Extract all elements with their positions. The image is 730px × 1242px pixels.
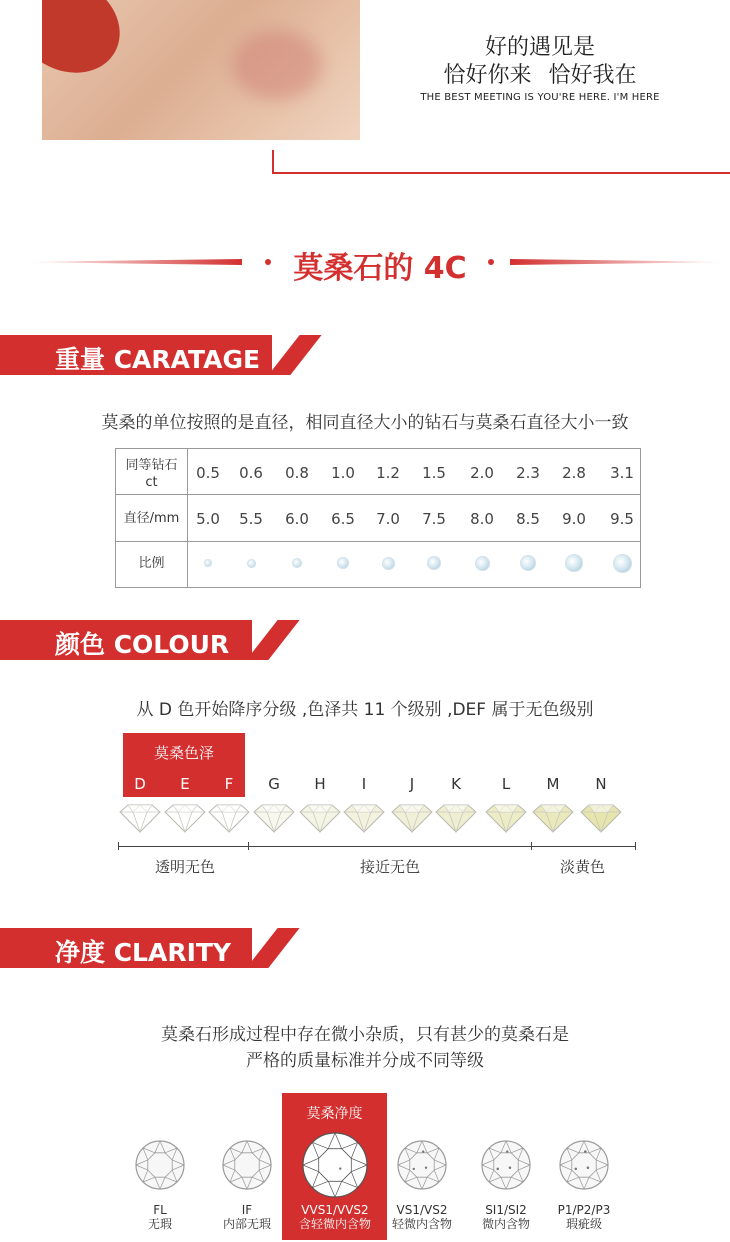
moissanite-colour-label: 莫桑色泽: [153, 744, 214, 762]
mm-value: 6.0: [285, 510, 309, 528]
title-rule-left: [28, 259, 242, 265]
diamond-size-icon: [613, 554, 632, 573]
ct-value: 2.8: [562, 464, 586, 482]
banner-weight: [0, 335, 330, 375]
diamond-icon: [579, 802, 623, 834]
banner-clarity-label: 净度 CLARITY: [55, 938, 232, 967]
diamond-size-icon: [204, 559, 212, 567]
colour-grade-g: G: [268, 775, 280, 793]
mm-value: 9.5: [610, 510, 634, 528]
hero-photo: [42, 0, 360, 140]
scale-tick: [531, 842, 532, 850]
clarity-diamond-icon: [480, 1139, 532, 1191]
hero-headline-1: 好的遇见是: [484, 35, 595, 60]
row-header-ratio: 比例: [138, 556, 165, 571]
ct-value: 2.3: [516, 464, 540, 482]
section-main-title: 莫桑石的 4C: [293, 251, 467, 286]
clarity-diamond-icon: [558, 1139, 610, 1191]
row-header-mm: 直径/mm: [123, 511, 180, 526]
colour-grade-i: I: [361, 775, 367, 793]
clarity-grade-label: VVS1/VVS2 含轻微内含物: [298, 1203, 371, 1231]
clarity-description-2: 严格的质量标准并分成不同等级: [246, 1051, 484, 1071]
weight-description: 莫桑的单位按照的是直径，相同直径大小的钻石与莫桑石直径大小一致: [101, 413, 629, 433]
colour-grade-f: F: [224, 775, 234, 793]
scale-tick: [248, 842, 249, 850]
clarity-grade-label: IF 内部无瑕: [222, 1203, 271, 1231]
colour-grade-j: J: [409, 775, 415, 793]
ct-value: 1.2: [376, 464, 400, 482]
diamond-icon: [342, 802, 386, 834]
colour-grade-l: L: [501, 775, 511, 793]
clarity-diamond-icon: [221, 1139, 273, 1191]
diamond-icon: [207, 802, 251, 834]
mm-value: 5.5: [239, 510, 263, 528]
mm-value: 6.5: [331, 510, 355, 528]
ct-value: 2.0: [470, 464, 494, 482]
diamond-size-icon: [247, 559, 256, 568]
weight-table: [115, 448, 641, 588]
diamond-size-icon: [382, 557, 395, 570]
title-rule-right: [510, 259, 724, 265]
diamond-icon: [484, 802, 528, 834]
banner-colour-label: 颜色 COLOUR: [55, 630, 230, 659]
diamond-icon: [163, 802, 207, 834]
diamond-icon: [118, 802, 162, 834]
diamond-size-icon: [475, 556, 490, 571]
range-label-near-colourless: 接近无色: [359, 858, 420, 876]
diamond-size-icon: [337, 557, 349, 569]
diamond-size-icon: [520, 555, 536, 571]
clarity-grade-label: P1/P2/P3 瑕疵级: [557, 1203, 611, 1231]
colour-grade-h: H: [314, 775, 326, 793]
mm-value: 7.5: [422, 510, 446, 528]
mm-value: 9.0: [562, 510, 586, 528]
clarity-diamond-icon: [134, 1139, 186, 1191]
moissanite-clarity-label: 莫桑净度: [306, 1106, 363, 1122]
hero-frame-line: [272, 172, 730, 174]
mm-value: 8.5: [516, 510, 540, 528]
range-label-colourless: 透明无色: [154, 858, 215, 876]
banner-weight-label: 重量 CARATAGE: [55, 345, 261, 374]
colour-grade-e: E: [180, 775, 190, 793]
clarity-description-1: 莫桑石形成过程中存在微小杂质，只有甚少的莫桑石是: [161, 1025, 569, 1045]
mm-value: 5.0: [196, 510, 220, 528]
colour-scale-line: [118, 846, 636, 847]
ct-value: 0.5: [196, 464, 220, 482]
colour-description: 从 D 色开始降序分级 ,色泽共 11 个级别 ,DEF 属于无色级别: [136, 700, 594, 720]
clarity-grade-label: FL 无瑕: [147, 1203, 172, 1231]
ct-value: 0.8: [285, 464, 309, 482]
colour-grade-m: M: [546, 775, 560, 793]
diamond-icon: [390, 802, 434, 834]
colour-grade-k: K: [451, 775, 461, 793]
row-header-ct: 同等钻石 ct: [125, 458, 178, 490]
mm-value: 7.0: [376, 510, 400, 528]
clarity-grade-label: VS1/VS2 轻微内含物: [391, 1203, 452, 1231]
banner-colour: [0, 620, 300, 660]
clarity-diamond-icon: [396, 1139, 448, 1191]
ct-value: 1.5: [422, 464, 446, 482]
diamond-icon: [252, 802, 296, 834]
mm-value: 8.0: [470, 510, 494, 528]
diamond-size-icon: [292, 558, 302, 568]
diamond-size-icon: [427, 556, 441, 570]
range-label-light-yellow: 淡黄色: [559, 858, 605, 876]
scale-tick: [118, 842, 119, 850]
hero-headline-2: 恰好你来 恰好我在: [443, 63, 637, 88]
clarity-diamond-icon: [301, 1131, 369, 1199]
diamond-size-icon: [565, 554, 583, 572]
colour-grade-n: N: [595, 775, 607, 793]
title-dot: [265, 259, 271, 265]
colour-grade-d: D: [134, 775, 146, 793]
title-dot: [488, 259, 494, 265]
hero-frame-line: [272, 150, 274, 174]
diamond-icon: [298, 802, 342, 834]
diamond-icon: [434, 802, 478, 834]
clarity-grade-label: SI1/SI2 微内含物: [481, 1203, 530, 1231]
hero-english-tagline: THE BEST MEETING IS YOU'RE HERE. I'M HERE: [420, 92, 660, 103]
ct-value: 1.0: [331, 464, 355, 482]
diamond-icon: [531, 802, 575, 834]
scale-tick: [635, 842, 636, 850]
banner-clarity: [0, 928, 300, 968]
ct-value: 0.6: [239, 464, 263, 482]
ct-value: 3.1: [610, 464, 634, 482]
